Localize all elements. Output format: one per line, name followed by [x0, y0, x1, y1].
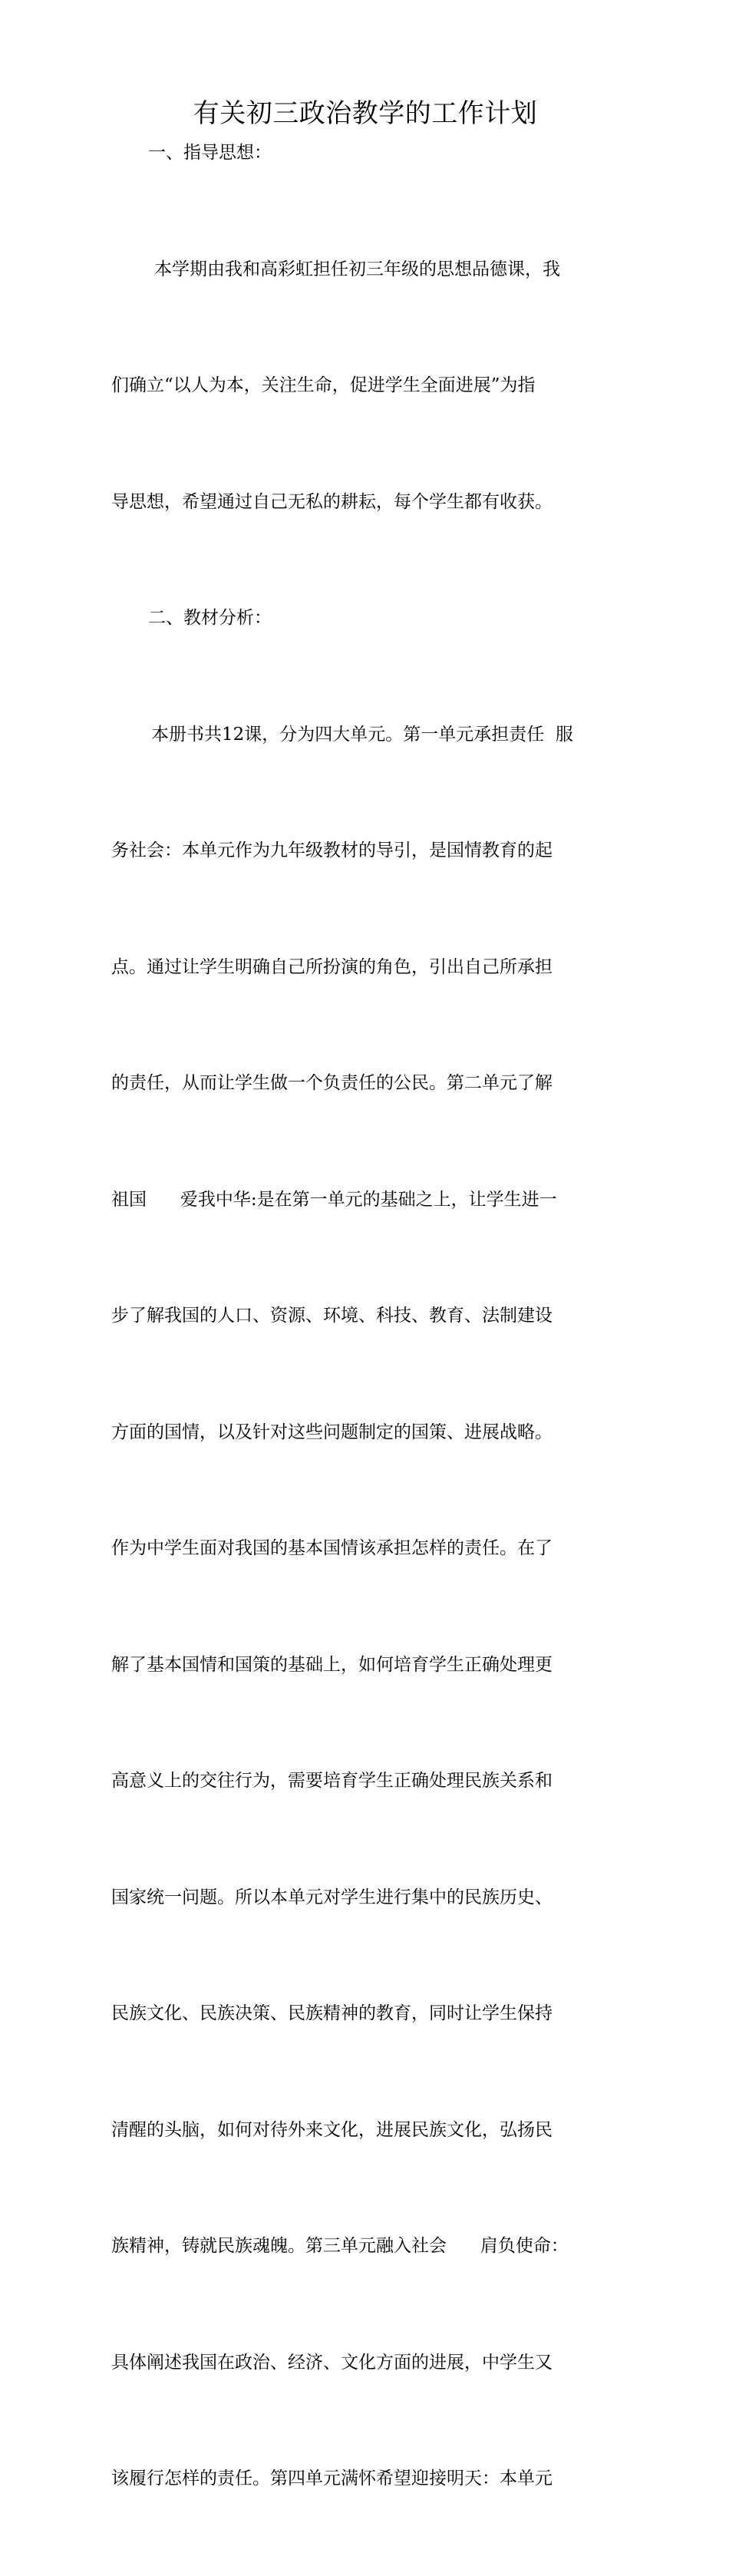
text-line: 具体阐述我国在政治、经济、文化方面的进展，中学生又: [111, 2352, 553, 2373]
section-heading-textbook-analysis: 二、教材分析：: [148, 608, 272, 628]
text-line: 本册书共12课，分为四大单元。第一单元承担责任 服: [151, 724, 573, 745]
text-line: 们确立“以人为本，关注生命，促进学生全面进展”为指: [111, 375, 536, 395]
text-line: 本学期由我和高彩虹担任初三年级的思想品德课，我: [154, 259, 560, 279]
paragraph-textbook-analysis: [111, 638, 619, 2576]
text-line: 民族文化、民族决策、民族精神的教育，同时让学生保持: [111, 2003, 553, 2023]
section-heading-guiding-ideology: 一、指导思想：: [148, 143, 272, 163]
text-line: 该履行怎样的责任。第四单元满怀希望迎接明天：本单元: [111, 2469, 553, 2488]
text-line: 务社会：本单元作为九年级教材的导引，是国情教育的起: [111, 841, 553, 860]
paragraph-guiding-ideology: [111, 173, 619, 599]
document-title: 有关初三政治教学的工作计划: [193, 98, 538, 129]
text-line: 步了解我国的人口、资源、环境、科技、教育、法制建设: [111, 1306, 553, 1326]
text-line: 高意义上的交往行为，需要培育学生正确处理民族关系和: [111, 1771, 553, 1791]
text-line: 方面的国情，以及针对这些问题制定的国策、进展战略。: [111, 1422, 553, 1442]
text-line: 祖国 爱我中华:是在第一单元的基础之上，让学生进一: [111, 1189, 557, 1210]
document-content: [111, 94, 619, 2576]
text-line: 的责任，从而让学生做一个负责任的公民。第二单元了解: [111, 1073, 553, 1093]
text-line: 族精神，铸就民族魂魄。第三单元融入社会 肩负使命：: [111, 2236, 569, 2256]
text-line: 解了基本国情和国策的基础上，如何培育学生正确处理更: [111, 1654, 553, 1675]
text-line: 清醒的头脑，如何对待外来文化，进展民族文化，弘扬民: [111, 2119, 553, 2140]
text-line: 导思想，希望通过自己无私的耕耘，每个学生都有收获。: [111, 491, 553, 512]
text-line: 作为中学生面对我国的基本国情该承担怎样的责任。在了: [111, 1538, 553, 1558]
text-line: 点。通过让学生明确自己所扮演的角色，引出自己所承担: [111, 956, 553, 977]
text-line: 国家统一问题。所以本单元对学生进行集中的民族历史、: [111, 1887, 553, 1907]
